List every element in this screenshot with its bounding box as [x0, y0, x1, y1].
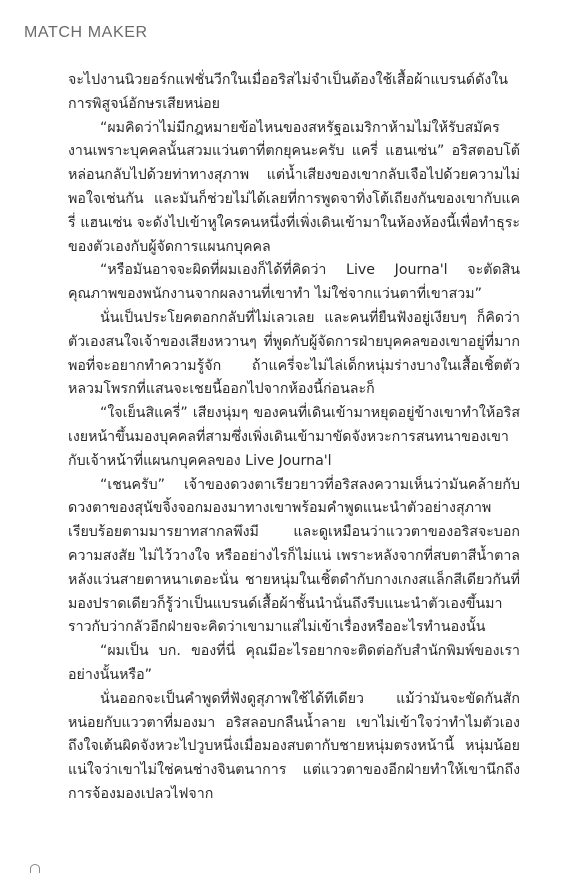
paragraph-3: “หรือมันอาจจะผิดที่ผมเองก็ได้ที่คิดว่า Live Journa'l จะตัดสินคุณภาพของพนักงานจากผลงานที่เขาทำ ไม่ใช่จากแว่นตาที่เขาสวม”	[68, 262, 520, 303]
paragraph-5: “ใจเย็นสิแครี่” เสียงนุ่มๆ ของคนที่เดินเข้ามาหยุดอยู่ข้างเขาทำให้อริสเงยหน้าขึ้นมองบุคคลที่สามซึ่งเพิ่งเดินเข้ามาขัดจังหวะการสนทนาของเขากับเจ้าหน้าที่แผนกบุคคลของ Live Journa'l	[68, 405, 520, 469]
page-body	[68, 69, 520, 807]
brand-logo: MATCH MAKER	[24, 24, 148, 41]
paragraph-6: “เชนครับ” เจ้าของดวงตาเรียวยาวที่อริสลงความเห็นว่ามันคล้ายกับดวงตาของสุนัขจิ้งจอกมองมาทางเขาพร้อมคำพูดแนะนำตัวอย่างสุภาพเรียบร้อยตามมารยาทสากลพึงมี และดูเหมือนว่าแววตาของอริสจะบอกความสงสัย ไม่ไว้วางใจ หรืออย่างไรก็ไม่แน่ เพราะหลังจากที่สบตาสีน้ำตาลหลังแว่นสายตาหนาเตอะนั่น ชายหนุ่มในเชิ้ตดำกับกางเกงสแล็กสีเดียวกันที่มองปราดเดียวก็รู้ว่าเป็นแบรนด์เสื้อผ้าชั้นนำนั่นถึงรีบแนะนำตัวเองขึ้นมาราวกับว่ากลัวอีกฝ่ายจะคิดว่าเขามาแส่ไม่เข้าเรื่องหรืออะไรทำนองนั้น	[68, 476, 520, 636]
paragraph-4: นั่นเป็นประโยคตอกกลับที่ไม่เลวเลย และคนที่ยืนฟังอยู่เงียบๆ ก็คิดว่าตัวเองสนใจเจ้าของเสียงหวานๆ ที่พูดกับผู้จัดการฝ่ายบุคคลของเขาอยู่ที่มากพอที่จะอยากทำความรู้จัก ถ้าแครี่จะไม่ไล่เด็กหนุ่มร่างบางในเสื้อเชิ้ตตัวหลวมโพรกที่แสนจะเชยนี้ออกไปจากห้องนี้ก่อนละก็	[68, 309, 520, 398]
paragraph-2: “ผมคิดว่าไม่มีกฎหมายข้อไหนของสหรัฐอเมริกาห้ามไม่ให้รับสมัครงานเพราะบุคคลนั้นสวมแว่นตาที่ตกยุคนะครับ แครี่ แฮนเซ่น” อริสตอบโต้หล่อนกลับไปด้วยท่าทางสุภาพ แต่น้ำเสียงของเขากลับเจือไปด้วยความไม่พอใจเช่นกัน และมันก็ช่วยไม่ได้เลยที่การพูดจาทิ่งโต้เถียงกันของเขากับแครี่ แฮนเซ่น จะดังไปเข้าหูใครคนหนึ่งที่เพิ่งเดินเข้ามาในห้องห้องนี้เพื่อทำธุระของตัวเองกับผู้จัดการแผนกบุคคล	[68, 119, 520, 255]
paragraph-8: นั่นออกจะเป็นคำพูดที่ฟังดูสุภาพใช้ได้ทีเดียว แม้ว่ามันจะขัดกันสักหน่อยกับแววตาที่มองมา อริสลอบกลืนน้ำลาย เขาไม่เข้าใจว่าทำไมตัวเองถึงใจเต้นผิดจังหวะไปวูบหนึ่งเมื่อมองสบตากับชายหนุ่มตรงหน้านี้ หนุ่มน้อยแน่ใจว่าเขาไม่ใช่คนช่างจินตนาการ แต่แววตาของอีกฝ่ายทำให้เขานึกถึงการจ้องมองเปลวไฟจาก	[68, 690, 520, 802]
paragraph-7: “ผมเป็น บก. ของที่นี่ คุณมีอะไรอยากจะติดต่อกับสำนักพิมพ์ของเราอย่างนั้นหรือ”	[68, 643, 520, 683]
paragraph-1: จะไปงานนิวยอร์กแฟชั่นวีกในเมื่ออริสไม่จำเป็นต้องใช้เสื้อผ้าแบรนด์ดังในการพิสูจน์อักษรเสียหน่อย	[68, 72, 508, 112]
